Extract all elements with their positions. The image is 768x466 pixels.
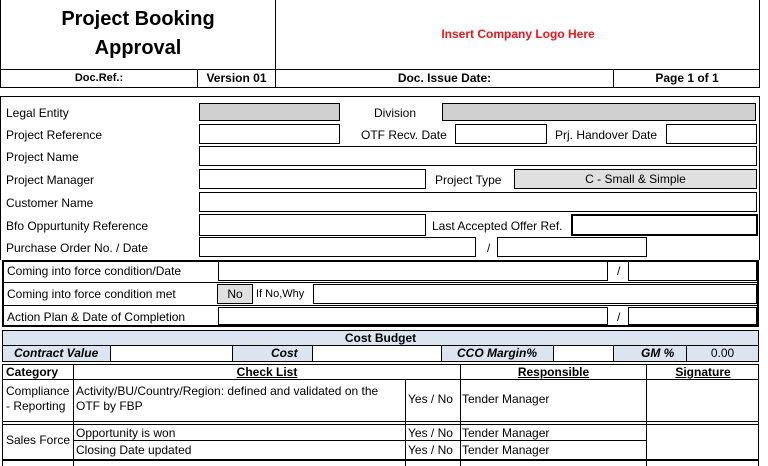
project-type-value: C - Small & Simple: [585, 172, 686, 186]
row2-check: Opportunity is won: [76, 426, 176, 440]
if-no-why-field[interactable]: [313, 284, 757, 304]
issue-date-label: Doc. Issue Date:: [397, 71, 492, 85]
legal-entity-label: Legal Entity: [6, 106, 69, 120]
bfo-reference-label: Bfo Oppurtunity Reference: [6, 219, 149, 233]
row3-check: Closing Date updated: [76, 443, 192, 457]
row2-yes-no[interactable]: Yes / No: [408, 426, 453, 440]
force-condition-met-label: Coming into force condition met: [7, 287, 176, 301]
force-condition-slash: /: [617, 264, 621, 278]
customer-name-field[interactable]: [199, 192, 757, 212]
division-field[interactable]: [442, 103, 756, 121]
force-condition-date-label: Coming into force condition/Date: [7, 264, 182, 278]
signature-header: Signature: [675, 365, 731, 379]
purchase-order-number-field[interactable]: [199, 237, 476, 257]
row1-category-line2: - Reporting: [6, 399, 66, 413]
category-header: Category: [6, 365, 59, 379]
company-logo-placeholder: Insert Company Logo Here: [441, 27, 595, 41]
otf-recv-date-label: OTF Recv. Date: [361, 128, 447, 142]
check-list-header: Check List: [236, 365, 298, 379]
purchase-order-slash: /: [487, 241, 491, 255]
cco-margin-label: CCO Margin%: [457, 346, 538, 360]
row1-responsible: Tender Manager: [462, 392, 550, 406]
prj-handover-date-label: Prj. Handover Date: [555, 128, 658, 142]
page-number: Page 1 of 1: [655, 71, 719, 85]
contract-value-field[interactable]: [111, 346, 232, 361]
row1-yes-no[interactable]: Yes / No: [408, 392, 453, 406]
row2-responsible: Tender Manager: [462, 426, 550, 440]
project-name-field[interactable]: [199, 146, 757, 166]
cost-budget-title: Cost Budget: [344, 331, 417, 345]
project-manager-field[interactable]: [199, 169, 426, 189]
contract-value-label: Contract Value: [14, 346, 99, 360]
project-reference-field[interactable]: [199, 124, 340, 144]
customer-name-label: Customer Name: [6, 196, 94, 210]
row1-category-line1: Compliance: [6, 384, 70, 398]
action-plan-label: Action Plan & Date of Completion: [7, 310, 186, 324]
force-condition-met-value: No: [227, 287, 243, 301]
doc-title-line2: Approval: [94, 37, 182, 59]
project-type-label: Project Type: [435, 173, 502, 187]
action-plan-slash: /: [617, 310, 621, 324]
legal-entity-field[interactable]: [199, 103, 340, 121]
last-accepted-offer-field[interactable]: [571, 214, 758, 236]
purchase-order-label: Purchase Order No. / Date: [6, 241, 149, 255]
prj-handover-date-field[interactable]: [666, 124, 757, 144]
force-condition-date-field[interactable]: [628, 261, 757, 281]
force-condition-field[interactable]: [218, 261, 608, 281]
last-accepted-offer-label: Last Accepted Offer Ref.: [432, 219, 563, 233]
doc-title-line1: Project Booking: [61, 8, 215, 30]
division-label: Division: [374, 106, 417, 120]
row3-responsible: Tender Manager: [462, 443, 550, 457]
gm-label: GM %: [641, 346, 675, 360]
bfo-reference-field[interactable]: [199, 214, 426, 236]
otf-recv-date-field[interactable]: [455, 124, 547, 144]
project-reference-label: Project Reference: [6, 128, 103, 142]
action-plan-field[interactable]: [218, 307, 608, 325]
purchase-order-date-field[interactable]: [497, 237, 647, 257]
row2-category: Sales Force: [6, 433, 71, 447]
force-condition-met-select[interactable]: [217, 284, 253, 304]
row3-yes-no[interactable]: Yes / No: [408, 443, 453, 457]
project-name-label: Project Name: [6, 150, 79, 164]
cost-label: Cost: [271, 346, 298, 360]
project-type-select[interactable]: [514, 169, 757, 189]
row1-check-line2: OTF by FBP: [76, 399, 143, 413]
header-block: [0, 0, 768, 88]
responsible-header: Responsible: [517, 365, 590, 379]
cco-margin-field[interactable]: [554, 346, 613, 361]
row1-check-line1: Activity/BU/Country/Region: defined and validated on the: [76, 384, 379, 398]
if-no-why-label: If No,Why: [256, 288, 305, 300]
gm-value: 0.00: [710, 346, 735, 360]
action-plan-date-field[interactable]: [628, 307, 757, 325]
doc-ref-label: Doc.Ref.:: [74, 72, 124, 84]
project-manager-label: Project Manager: [6, 173, 95, 187]
cost-field[interactable]: [313, 346, 441, 361]
version-label: Version 01: [206, 71, 267, 85]
